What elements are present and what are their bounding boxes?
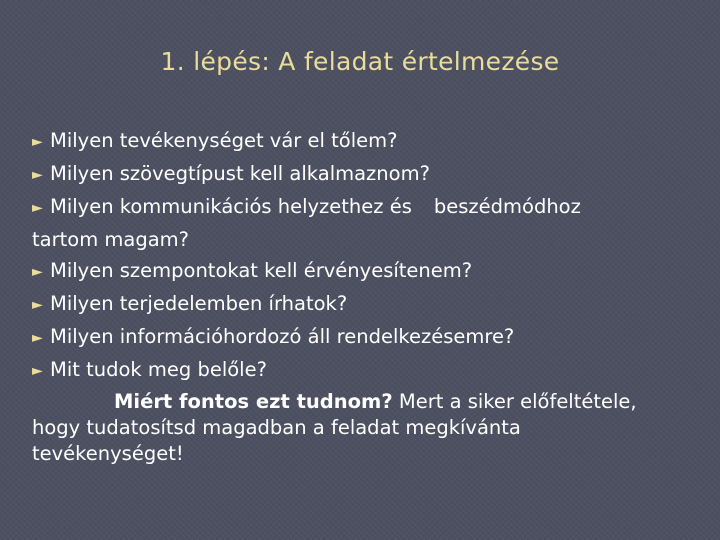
list-item — [32, 255, 692, 288]
slide-title: 1. lépés: A feladat értelmezése — [160, 47, 560, 76]
bullet-arrow-icon: ► — [32, 363, 43, 379]
bullet-arrow-icon: ► — [32, 297, 43, 313]
bullet-arrow-icon: ► — [32, 134, 43, 150]
list-item-text: Milyen szövegtípust kell alkalmaznom? — [50, 162, 430, 185]
closing-answer-start: Mert a siker előfeltétele, — [392, 390, 637, 413]
slide-body — [32, 125, 692, 467]
list-item-wrap — [32, 224, 692, 255]
list-item-text: Milyen szempontokat kell érvényesítenem? — [50, 259, 473, 282]
list-item-text-continuation: beszédmódhoz — [433, 195, 581, 218]
list-item — [32, 158, 692, 191]
list-item-text: Milyen információhordozó áll rendelkezésemre? — [50, 325, 515, 348]
list-item — [32, 354, 692, 387]
list-item-text: Milyen tevékenységet vár el tőlem? — [50, 129, 398, 152]
list-item-text-wrap: tartom magam? — [32, 228, 189, 251]
bullet-arrow-icon: ► — [32, 200, 43, 216]
closing-paragraph — [32, 389, 692, 467]
list-item — [32, 288, 692, 321]
closing-answer-line3: tevékenységet! — [32, 442, 184, 465]
list-item-text: Milyen terjedelemben írhatok? — [50, 292, 348, 315]
list-item — [32, 125, 692, 158]
bullet-arrow-icon: ► — [32, 264, 43, 280]
list-item-text: Milyen kommunikációs helyzethez és — [50, 195, 412, 218]
list-item — [32, 191, 692, 224]
bullet-arrow-icon: ► — [32, 330, 43, 346]
closing-answer-line2: hogy tudatosítsd magadban a feladat megkívánta — [32, 416, 521, 439]
closing-question: Miért fontos ezt tudnom? — [114, 390, 393, 413]
bullet-arrow-icon: ► — [32, 167, 43, 183]
list-item — [32, 321, 692, 354]
list-item-text: Mit tudok meg belőle? — [50, 358, 267, 381]
